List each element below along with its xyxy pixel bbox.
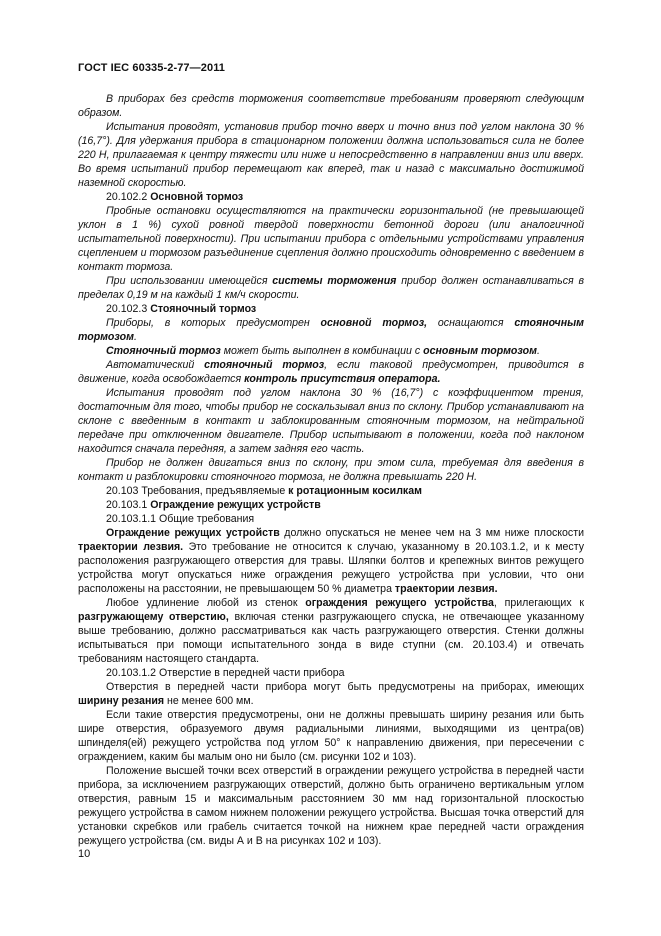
section-heading xyxy=(78,302,584,316)
text-run: Отверстия в передней части прибора могут быть предусмотрены на приборах, имеющих xyxy=(106,681,584,693)
paragraph xyxy=(78,680,584,708)
text-run: Если такие отверстия предусмотрены, они не должны превышать ширину резания или быть шире отверстия, образуемого двумя радиальными линиями, выходящими из центра(ов) шпинделя(ей) режущего устройства под углом 50° к направлению движения, при пересечении с ограждением, каким бы малым оно ни было (см. рисунки 102 и 103). xyxy=(78,709,584,763)
bold-term: ограждения режущего устройства xyxy=(305,597,494,609)
bold-term: к ротационным косилкам xyxy=(288,485,422,497)
text-run: При использовании имеющейся xyxy=(106,275,273,287)
paragraph xyxy=(78,358,584,386)
bold-term: траектории лезвия. xyxy=(394,583,498,595)
bold-term: траектории лезвия. xyxy=(78,541,184,553)
text-run: прибор должен останавливаться в пределах 0,19 м на каждый 1 км/ч скорости. xyxy=(78,275,584,301)
bold-term: контроль присутствия оператора. xyxy=(244,373,441,385)
text-run: В приборах без средств торможения соответствие требованиям проверяют следующим образом. xyxy=(78,93,584,119)
text-run: Испытания проводят, установив прибор точно вверх и точно вниз под углом наклона 30 % (16,7°). Для удержания прибора в стационарном положении должна использоваться сила не более 220 Н, прилагаемая к центру тяжести или ниже и непосредственно в направлении вниз или вверх. Во время испытаний прибор перемещают как вперед, так и назад с максимально достижимой наземной скоростью. xyxy=(78,121,584,189)
text-run: Автоматический xyxy=(106,359,205,371)
text-run: Приборы, в которых предусмотрен xyxy=(106,317,321,329)
text-run: 20.102.3 xyxy=(106,303,151,315)
bold-term: разгружающему отверстию, xyxy=(78,611,229,623)
bold-term: стояночным тормозом xyxy=(78,317,584,343)
bold-term: основной тормоз, xyxy=(320,317,428,329)
paragraph xyxy=(78,120,584,190)
text-run: , если таковой предусмотрен, приводится в движение, когда освобождается xyxy=(78,359,584,385)
text-run: оснащаются xyxy=(427,317,515,329)
paragraph xyxy=(78,344,584,358)
section-heading xyxy=(78,484,584,498)
text-run: 20.103.1 xyxy=(106,499,151,511)
text-run: 20.103 Требования, предъявляемые xyxy=(106,485,289,497)
document-body xyxy=(78,92,584,848)
section-heading xyxy=(78,498,584,512)
section-heading xyxy=(78,666,584,680)
section-heading xyxy=(78,512,584,526)
section-heading xyxy=(78,190,584,204)
text-run: 20.103.1.2 Отверстие в передней части прибора xyxy=(106,667,345,679)
text-run: Это требование не относится к случаю, указанному в 20.103.1.2, и к месту расположения разгружающего отверстия для травы. Шляпки болтов и крепежных винтов режущего устройства могут опускаться ниже ограждения режущего устройства при условии, что они расположены на расстоянии, не превышающем 50 % диаметра xyxy=(78,541,584,595)
page-header: ГОСТ IEC 60335-2-77—2011 xyxy=(78,62,226,74)
text-run: Любое удлинение любой из стенок xyxy=(106,597,306,609)
text-run: 20.102.2 xyxy=(106,191,151,203)
bold-term: стояночный тормоз xyxy=(204,359,325,371)
bold-term: системы торможения xyxy=(272,275,397,287)
paragraph xyxy=(78,764,584,848)
text-run: может быть выполнен в комбинации с xyxy=(220,345,424,357)
paragraph xyxy=(78,596,584,666)
paragraph xyxy=(78,316,584,344)
bold-term: Основной тормоз xyxy=(150,191,244,203)
paragraph xyxy=(78,274,584,302)
bold-term: Стояночный тормоз xyxy=(106,345,221,357)
text-run: Положение высшей точки всех отверстий в ограждении режущего устройства в передней части прибора, за исключением разгружающих отверстий, должно быть ограничено вертикальным углом отверстия, равным 15 и максимальным расстоянием 30 мм над горизонтальной плоскостью режущего устройства в самом нижнем положении режущего устройства. Высшая точка отверстий для установки скребков или грабель считается точкой на нижнем крае передней части ограждения режущего устройства (см. виды А и В на рисунках 102 и 103). xyxy=(78,765,584,847)
text-run: Пробные остановки осуществляются на практически горизонтальной (не превышающей уклон в 1 %) сухой ровной твердой поверхности бетонной дороги (или аналогичной испытательной поверхности). При испытании прибора с отдельными устройствами управления сцеплением и тормозом разъединение сцепления должно происходить одновременно с введением в контакт тормоза. xyxy=(78,205,584,273)
text-run: . xyxy=(536,345,540,357)
text-run: Испытания проводят под углом наклона 30 % (16,7°) с коэффициентом трения, достаточным для того, чтобы прибор не соскальзывал вниз по склону. Прибор устанавливают на склоне с введенным в контакт и заблокированным стояночным тормозом, на нейтральной передаче при отключенном двигателе. Прибор испытывают в положении, когда под наклоном находится сначала передняя, а затем задняя его часть. xyxy=(78,387,584,455)
text-run: , прилегающих к xyxy=(493,597,585,609)
paragraph xyxy=(78,92,584,120)
bold-term: основным тормозом xyxy=(423,345,537,357)
paragraph xyxy=(78,204,584,274)
bold-term: Ограждение режущих устройств xyxy=(150,499,321,511)
text-run: Прибор не должен двигаться вниз по склону, при этом сила, требуемая для введения в контакт и разблокировки стояночного тормоза, не должна превышать 220 Н. xyxy=(78,457,584,483)
bold-term: Стояночный тормоз xyxy=(150,303,257,315)
text-run: не менее 600 мм. xyxy=(164,695,254,707)
text-run: 20.103.1.1 Общие требования xyxy=(106,513,255,525)
text-run: должно опускаться не менее чем на 3 мм ниже плоскости xyxy=(279,527,585,539)
paragraph xyxy=(78,386,584,456)
paragraph xyxy=(78,456,584,484)
paragraph xyxy=(78,708,584,764)
paragraph xyxy=(78,526,584,596)
bold-term: Ограждение режущих устройств xyxy=(106,527,280,539)
bold-term: ширину резания xyxy=(78,695,165,707)
page-number: 10 xyxy=(78,848,91,860)
text-run: включая стенки разгружающего спуска, не отвечающее указанному выше требованию, должно рассматриваться как часть разгружающего отверстия. Стенки должны испытываться при помощи испытательного зонда в виде ступни (см. 20.103.4) и отвечать требованиям настоящего стандарта. xyxy=(78,611,584,665)
text-run: . xyxy=(133,331,137,343)
